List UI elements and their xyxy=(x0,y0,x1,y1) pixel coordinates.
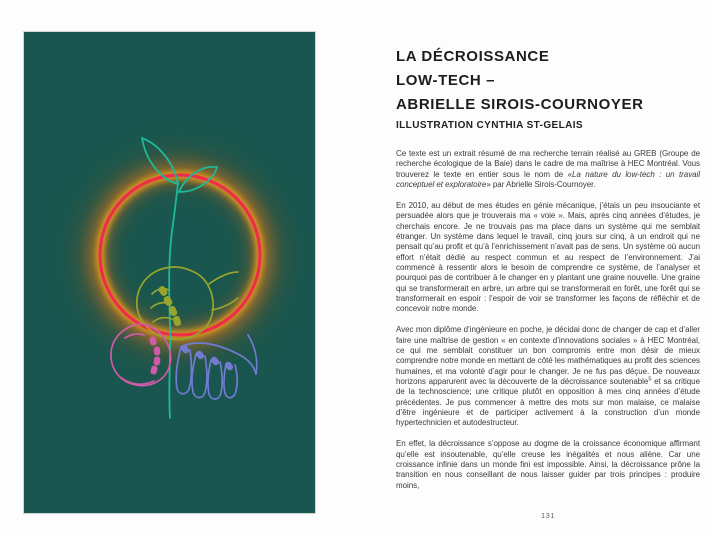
illustration-page xyxy=(24,32,315,513)
paragraph-intro-end: » par Abrielle Sirois-Cournoyer. xyxy=(486,179,596,189)
paragraph-4: En effet, la décroissance s’oppose au dogme de la croissance économique affirmant qu’elle est insoutenable, qu’elle creuse les inégalités et nous aliène. Car une croissance infinie dans un monde fini est impossible. Ainsi, la décroissance prône la transition en nous conseillant de nous laisser guider par trois principes : produire moins, xyxy=(396,439,700,490)
illustration-credit: ILLUSTRATION CYNTHIA ST-GELAIS xyxy=(396,120,583,131)
title-line-3: ABRIELLE SIROIS-COURNOYER xyxy=(396,96,644,114)
title-line-2: LOW-TECH – xyxy=(396,72,496,90)
page-number: 131 xyxy=(540,511,555,520)
paragraph-intro xyxy=(396,149,700,190)
title-line-1: LA DÉCROISSANCE xyxy=(396,48,550,66)
paragraph-3 xyxy=(396,325,700,428)
hand-ring-sprout-illustration xyxy=(24,32,315,513)
article-body xyxy=(396,149,700,502)
paragraph-2: En 2010, au début de mes études en génie mécanique, j’étais un peu insouciante et persuadée alors que je trouverais ma « voie ». Mais, après cinq années d’études, je cherchais encore. Je ne trouvais pas ma place dans un système qui me semblait étranger. Un système dans lequel le travail, cinq jours sur cinq, à un endroit qui ne pensait qu’au profit et qu’à l’enrichissement n’avait pas de sens. Un système où aucun effort n’était dédié au respect commun et au respect de l’environnement. J’ai commencé à ressentir alors le besoin de comprendre ce système, de l’analyser et pourquoi pas de contribuer à le changer en y plantant une graine nouvelle. Une graine qui se transformerait en arbre, un arbre qui se transformerait en forêt, une forêt qui se transformerait en espoir : l’espoir de voir se transformer les façons de réfléchir et de concevoir notre monde. xyxy=(396,201,700,314)
paragraph-intro-italic-title: La nature du low-tech : un travail conceptuel et exploratoire xyxy=(396,169,700,189)
paragraph-3-text: Avec mon diplôme d’ingénieure en poche, je décidai donc de changer de cap et d’aller faire une maîtrise de gestion « en contexte d’innovations sociales » à HEC Montréal, ce qui me semblait constituer un bon compromis entre mon désir de mieux comprendre notre monde en mettant de côté les mathématiques au profit des sciences humaines, et ma volonté d’agir pour le changer. Je ne fus pas déçue. De nouveaux horizons apparurent avec la découverte de la décroissance soutenable xyxy=(396,325,700,386)
text-page xyxy=(396,0,700,537)
paragraph-3-end: et sa critique de la technoscience; une critique plutôt en opposition à mes cinq années d’étude précédentes. Je pus commencer à mettre des mots sur mon malaise, ce malaise d’être ingénieure et de participer activement à la construction d’un monde hypertechnicien et autodestructeur. xyxy=(396,376,700,428)
footnote-marker: 5 xyxy=(648,376,652,383)
paragraph-intro-text: Ce texte est un extrait résumé de ma recherche terrain réalisé au GREB (Groupe de recherche écologique de la Baie) dans le cadre de ma maîtrise à HEC Montréal. Vous trouverez le texte en entier sous le nom de « xyxy=(396,149,700,179)
article-title xyxy=(396,45,700,117)
